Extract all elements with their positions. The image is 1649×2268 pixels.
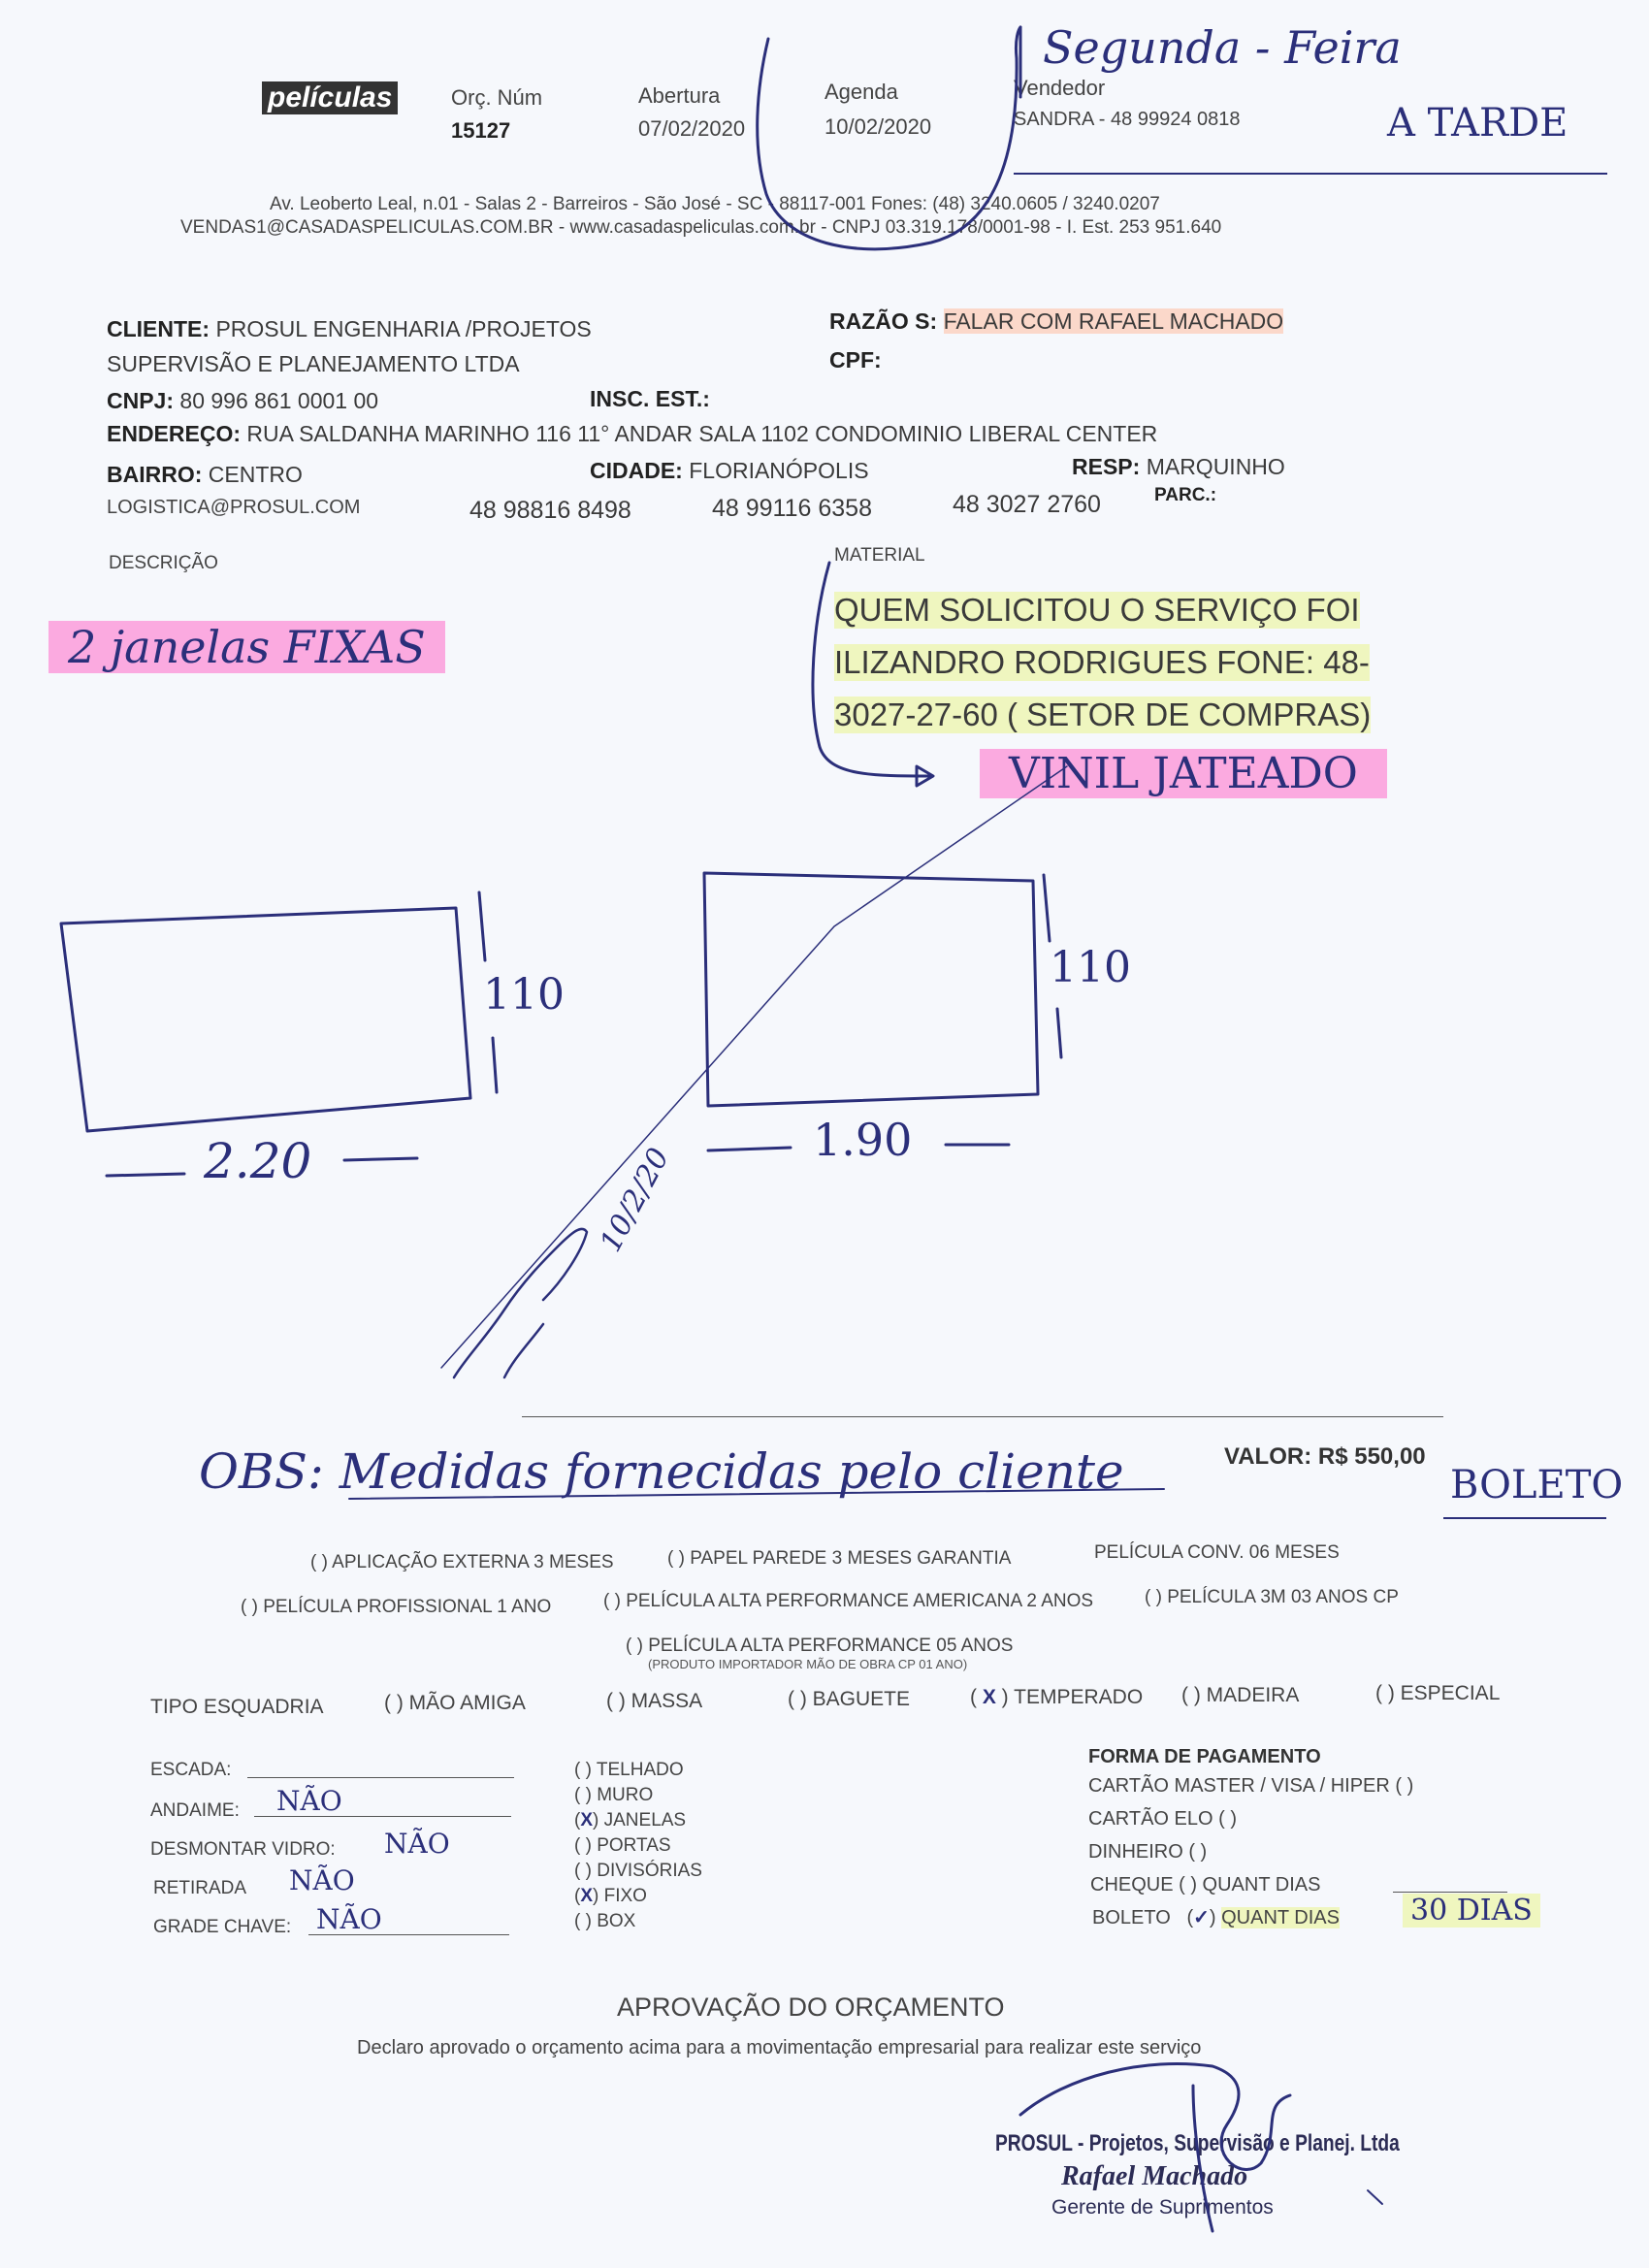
- location-divisorias[interactable]: ( ) DIVISÓRIAS: [574, 1861, 702, 1881]
- boleto-days: 30 DIAS: [1403, 1894, 1540, 1928]
- escada-field[interactable]: [247, 1777, 514, 1778]
- signature-flourish: [1368, 2190, 1382, 2204]
- payment-cartao-elo[interactable]: CARTÃO ELO ( ): [1088, 1808, 1237, 1830]
- approval-title: APROVAÇÃO DO ORÇAMENTO: [617, 1993, 1005, 2022]
- resp-label: RESP:: [1072, 454, 1141, 479]
- logo: películas: [262, 81, 398, 114]
- cliente-label: CLIENTE:: [107, 316, 210, 341]
- grade-value: NÃO: [316, 1903, 382, 1935]
- cpf-label: CPF:: [829, 347, 882, 373]
- location-janelas-label: JANELAS: [603, 1810, 687, 1831]
- approval-statement: Declaro aprovado o orçamento acima para a movimentação empresarial para realizar este serviço: [357, 2037, 1202, 2058]
- escada-label: ESCADA:: [150, 1760, 232, 1780]
- bairro-value: CENTRO: [208, 462, 303, 487]
- andaime-label: ANDAIME:: [150, 1800, 240, 1821]
- boleto-quant-dias: QUANT DIAS: [1221, 1907, 1340, 1928]
- abertura-label: Abertura: [638, 83, 721, 108]
- descricao-label: DESCRIÇÃO: [109, 553, 218, 573]
- esquadria-especial[interactable]: ( ) ESPECIAL: [1375, 1682, 1501, 1704]
- window-2-width: 1.90: [813, 1114, 913, 1166]
- stamp-company: PROSUL - Projetos, Supervisão e Planej. Ltda: [995, 2130, 1400, 2156]
- cnpj-value: 80 996 861 0001 00: [179, 388, 379, 413]
- option-pelicula-conv[interactable]: PELÍCULA CONV. 06 MESES: [1094, 1542, 1340, 1563]
- insc-label: INSC. EST.:: [590, 386, 710, 411]
- company-contact: VENDAS1@CASADASPELICULAS.COM.BR - www.casadaspeliculas.com.br - CNPJ 03.319.178/0001-98 - I. Est. 253 951.640: [180, 217, 1222, 238]
- location-portas[interactable]: ( ) PORTAS: [574, 1835, 671, 1856]
- cnpj-label: CNPJ:: [107, 388, 175, 413]
- handwritten-material: VINIL JATEADO: [980, 749, 1387, 798]
- company-address: Av. Leoberto Leal, n.01 - Salas 2 - Barreiros - São José - SC - 88117-001 Fones: (48) 3240.0605 / 3240.0207: [270, 194, 1160, 214]
- esquadria-temperado[interactable]: ( X ) TEMPERADO: [970, 1686, 1144, 1708]
- signature-note: 10/2/20: [594, 1142, 677, 1258]
- option-alta-performance-note: (PRODUTO IMPORTADOR MÃO DE OBRA CP 01 ANO): [648, 1657, 968, 1671]
- payment-boleto[interactable]: BOLETO (✓) QUANT DIAS: [1092, 1907, 1340, 1928]
- handwritten-obs: OBS: Medidas fornecidas pelo cliente: [199, 1443, 1124, 1500]
- stamp-role: Gerente de Suprimentos: [1051, 2196, 1274, 2219]
- payment-cartao-master[interactable]: CARTÃO MASTER / VISA / HIPER ( ): [1088, 1775, 1414, 1797]
- location-janelas[interactable]: (X) JANELAS: [574, 1810, 687, 1831]
- endereco-value: RUA SALDANHA MARINHO 116 11° ANDAR SALA 1102 CONDOMINIO LIBERAL CENTER: [246, 421, 1158, 446]
- location-fixo-label: FIXO: [603, 1886, 647, 1906]
- location-box-label: BOX: [597, 1911, 636, 1931]
- location-telhado[interactable]: ( ) TELHADO: [574, 1760, 684, 1780]
- retirada-label: RETIRADA: [153, 1878, 247, 1898]
- obs-bottom-rule: [1443, 1517, 1606, 1519]
- razao-value: FALAR COM RAFAEL MACHADO: [943, 308, 1284, 334]
- sketch-signature: [454, 1229, 587, 1377]
- valor-label: VALOR: R$ 550,00: [1224, 1443, 1426, 1470]
- material-line-1: QUEM SOLICITOU O SERVIÇO FOI: [834, 592, 1360, 628]
- cliente-row: [107, 316, 592, 342]
- cnpj-row: [107, 388, 378, 414]
- window-2-frame: [704, 873, 1038, 1106]
- handwritten-period: A TARDE: [1387, 101, 1568, 146]
- cidade-value: FLORIANÓPOLIS: [689, 458, 869, 483]
- cliente-value: PROSUL ENGENHARIA /PROJETOS: [215, 316, 592, 341]
- window-1-width: 2.20: [204, 1133, 312, 1189]
- razao-label: RAZÃO S:: [829, 308, 938, 334]
- location-portas-label: PORTAS: [597, 1835, 671, 1856]
- parc-label: PARC.:: [1154, 485, 1217, 505]
- location-muro[interactable]: ( ) MURO: [574, 1785, 654, 1805]
- handwritten-windows: 2 janelas FIXAS: [48, 621, 445, 673]
- vendedor-value: SANDRA - 48 99924 0818: [1014, 109, 1241, 130]
- location-muro-label: MURO: [597, 1785, 654, 1805]
- client-email: LOGISTICA@PROSUL.COM: [107, 497, 361, 518]
- abertura-date: 07/02/2020: [638, 116, 746, 141]
- material-line-2: ILIZANDRO RODRIGUES FONE: 48-: [834, 644, 1370, 680]
- window-1-height: 110: [483, 970, 565, 1020]
- option-pelicula-profissional[interactable]: ( ) PELÍCULA PROFISSIONAL 1 ANO: [241, 1597, 552, 1617]
- cidade-row: [590, 458, 869, 484]
- endereco-row: [107, 421, 1157, 447]
- cidade-label: CIDADE:: [590, 458, 683, 483]
- location-fixo[interactable]: (X) FIXO: [574, 1886, 647, 1906]
- esquadria-temperado-label: TEMPERADO: [1014, 1686, 1144, 1708]
- option-pelicula-3m[interactable]: ( ) PELÍCULA 3M 03 ANOS CP: [1145, 1587, 1399, 1607]
- client-phone-1: 48 98816 8498: [469, 497, 631, 524]
- esquadria-baguete[interactable]: ( ) BAGUETE: [788, 1688, 911, 1710]
- bairro-label: BAIRRO:: [107, 462, 203, 487]
- resp-row: [1072, 454, 1285, 480]
- grade-label: GRADE CHAVE:: [153, 1917, 292, 1937]
- material-label: MATERIAL: [834, 545, 925, 566]
- esquadria-label: TIPO ESQUADRIA: [150, 1696, 324, 1718]
- esquadria-massa[interactable]: ( ) MASSA: [606, 1690, 703, 1712]
- location-box[interactable]: ( ) BOX: [574, 1911, 636, 1931]
- vendedor-label: Vendedor: [1014, 76, 1106, 100]
- header-rule: [1014, 173, 1607, 175]
- esquadria-madeira[interactable]: ( ) MADEIRA: [1181, 1684, 1300, 1706]
- window-2-height: 110: [1050, 943, 1131, 992]
- payment-dinheiro[interactable]: DINHEIRO ( ): [1088, 1841, 1208, 1863]
- orc-number: 15127: [451, 118, 511, 143]
- diagonal-stroke: [441, 766, 1067, 1368]
- endereco-label: ENDEREÇO:: [107, 421, 242, 446]
- agenda-label: Agenda: [824, 80, 898, 104]
- andaime-value: NÃO: [276, 1785, 342, 1817]
- desmontar-label: DESMONTAR VIDRO:: [150, 1839, 336, 1860]
- obs-top-rule: [522, 1416, 1443, 1417]
- razao-row: [829, 308, 1283, 335]
- stamp-name: Rafael Machado: [1061, 2161, 1248, 2191]
- cheque-days-field[interactable]: [1393, 1892, 1507, 1893]
- window-1-frame: [61, 908, 470, 1131]
- payment-cheque[interactable]: CHEQUE ( ) QUANT DIAS: [1090, 1874, 1321, 1895]
- esquadria-mao-amiga[interactable]: ( ) MÃO AMIGA: [384, 1692, 526, 1714]
- option-papel-parede[interactable]: ( ) PAPEL PAREDE 3 MESES GARANTIA: [667, 1548, 1012, 1569]
- location-divisorias-label: DIVISÓRIAS: [597, 1861, 702, 1881]
- retirada-value: NÃO: [289, 1864, 355, 1896]
- client-phone-3: 48 3027 2760: [953, 491, 1101, 518]
- desmontar-value: NÃO: [384, 1828, 450, 1860]
- cliente-value-2: SUPERVISÃO E PLANEJAMENTO LTDA: [107, 351, 520, 376]
- boleto-label: BOLETO: [1092, 1907, 1171, 1928]
- option-alta-performance-americana[interactable]: ( ) PELÍCULA ALTA PERFORMANCE AMERICANA 2 ANOS: [603, 1591, 1094, 1611]
- material-arrow-head: [917, 766, 933, 786]
- material-line-3: 3027-27-60 ( SETOR DE COMPRAS): [834, 697, 1372, 732]
- handwritten-payment: BOLETO: [1450, 1463, 1624, 1507]
- option-alta-performance-05[interactable]: ( ) PELÍCULA ALTA PERFORMANCE 05 ANOS: [626, 1636, 1014, 1656]
- bairro-row: [107, 462, 303, 488]
- client-phone-2: 48 99116 6358: [712, 495, 872, 522]
- handwritten-day: Segunda - Feira: [1043, 21, 1402, 74]
- location-telhado-label: TELHADO: [596, 1760, 684, 1780]
- agenda-date: 10/02/2020: [824, 114, 932, 139]
- payment-title: FORMA DE PAGAMENTO: [1088, 1746, 1321, 1767]
- resp-value: MARQUINHO: [1146, 454, 1285, 479]
- orc-label: Orç. Núm: [451, 85, 543, 110]
- option-aplicacao-externa[interactable]: ( ) APLICAÇÃO EXTERNA 3 MESES: [310, 1552, 614, 1572]
